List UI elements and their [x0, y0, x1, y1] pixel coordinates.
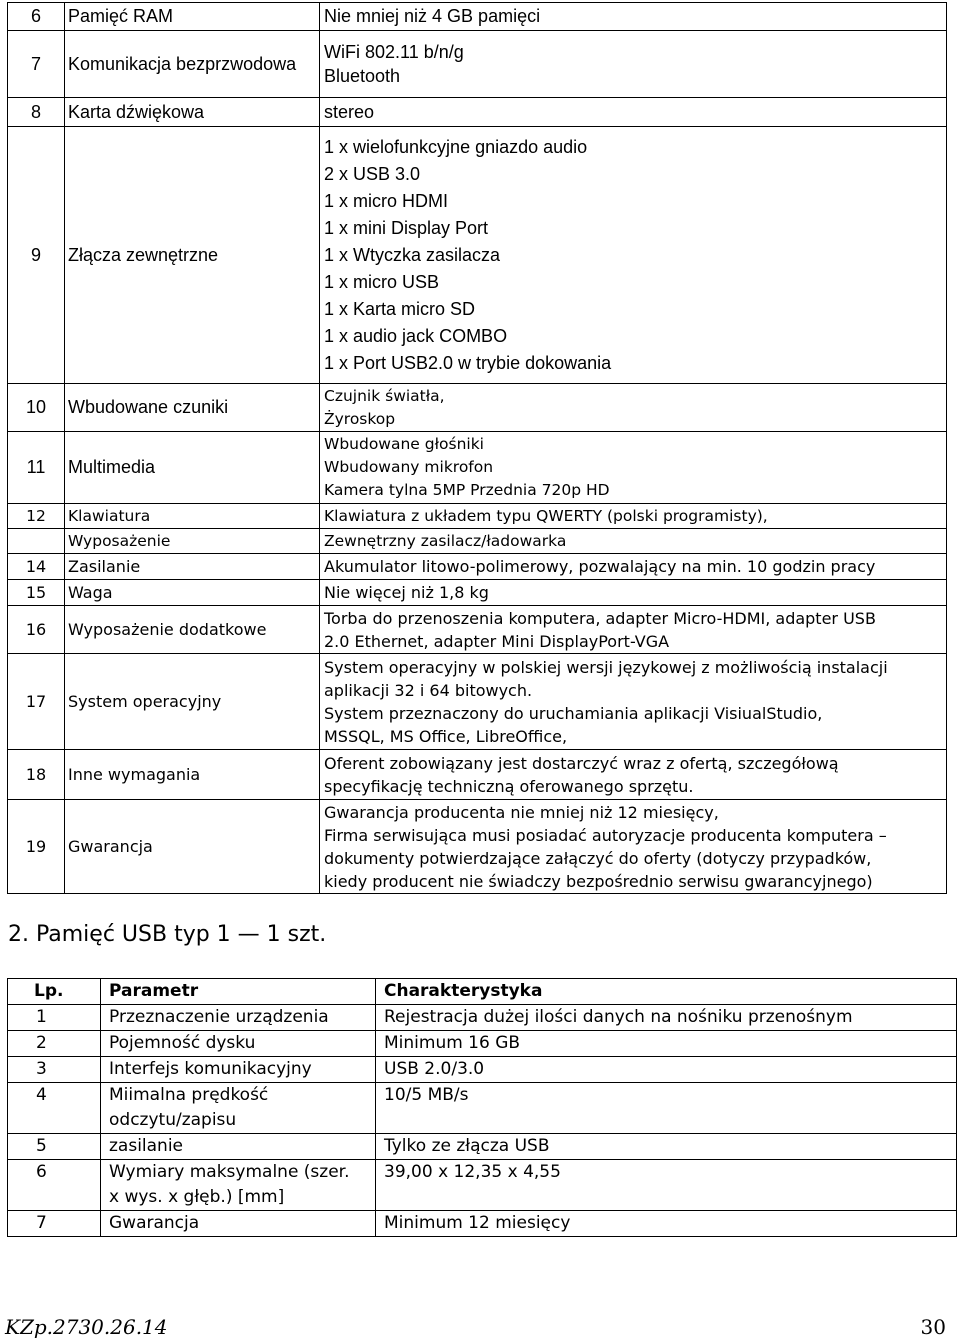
row-number: 4	[8, 1083, 101, 1134]
column-header-parametr: Parametr	[101, 979, 376, 1005]
row-number: 5	[8, 1134, 101, 1160]
table-row	[8, 384, 947, 432]
row-parameter: Klawiatura	[65, 504, 320, 529]
row-number: 14	[8, 554, 65, 580]
section-heading: 2. Pamięć USB typ 1 — 1 szt.	[8, 922, 327, 947]
row-number: 12	[8, 504, 65, 529]
row-number: 15	[8, 580, 65, 606]
row-value: Tylko ze złącza USB	[376, 1134, 957, 1160]
row-value: Nie mniej niż 4 GB pamięci	[320, 3, 947, 31]
row-value: Minimum 16 GB	[376, 1031, 957, 1057]
row-parameter: System operacyjny	[65, 654, 320, 750]
row-value: 1 x wielofunkcyjne gniazdo audio 2 x USB 3.0 1 x micro HDMI 1 x mini Display Port 1 x Wtyczka zasilacza 1 x micro USB 1 x Karta micro SD 1 x audio jack COMBO 1 x Port USB2.0 w trybie dokowania	[320, 127, 947, 384]
row-value: Czujnik światła, Żyroskop	[320, 384, 947, 432]
row-value: Wbudowane głośniki Wbudowany mikrofon Kamera tylna 5MP Przednia 720p HD	[320, 432, 947, 504]
row-parameter: zasilanie	[101, 1134, 376, 1160]
row-value: Gwarancja producenta nie mniej niż 12 miesięcy, Firma serwisująca musi posiadać autoryzacje producenta komputera – dokumenty potwierdzające załączyć do oferty (dotyczy przypadków, kiedy producent nie świadczy bezpośrednio serwisu gwarancyjnego)	[320, 800, 947, 894]
row-number: 8	[8, 98, 65, 127]
table-row	[8, 529, 947, 554]
row-value: Minimum 12 miesięcy	[376, 1211, 957, 1237]
row-parameter: Karta dźwiękowa	[65, 98, 320, 127]
row-value: 10/5 MB/s	[376, 1083, 957, 1134]
row-parameter: Złącza zewnętrzne	[65, 127, 320, 384]
table-row	[8, 127, 947, 384]
spec-table-laptop	[7, 2, 947, 894]
table-row	[8, 554, 947, 580]
row-parameter: Interfejs komunikacyjny	[101, 1057, 376, 1083]
row-parameter: Gwarancja	[101, 1211, 376, 1237]
table-row	[8, 1005, 957, 1031]
table-row	[8, 31, 947, 98]
table-row	[8, 606, 947, 654]
row-parameter: Inne wymagania	[65, 750, 320, 800]
table-row	[8, 1211, 957, 1237]
row-value: stereo	[320, 98, 947, 127]
row-number: 1	[8, 1005, 101, 1031]
row-number: 11	[8, 432, 65, 504]
row-parameter: Pamięć RAM	[65, 3, 320, 31]
row-value: System operacyjny w polskiej wersji językowej z możliwością instalacji aplikacji 32 i 64 bitowych. System przeznaczony do uruchamiania aplikacji VisiualStudio, MSSQL, MS Office, LibreOffice,	[320, 654, 947, 750]
row-parameter: Pojemność dysku	[101, 1031, 376, 1057]
row-value: Klawiatura z układem typu QWERTY (polski programisty),	[320, 504, 947, 529]
row-value: Torba do przenoszenia komputera, adapter Micro-HDMI, adapter USB 2.0 Ethernet, adapter Mini DisplayPort-VGA	[320, 606, 947, 654]
row-parameter: Gwarancja	[65, 800, 320, 894]
row-parameter: Wymiary maksymalne (szer. x wys. x głęb.) [mm]	[101, 1160, 376, 1211]
row-parameter: Wyposażenie	[65, 529, 320, 554]
row-number: 19	[8, 800, 65, 894]
row-number: 17	[8, 654, 65, 750]
table-row	[8, 1057, 957, 1083]
row-number: 7	[8, 1211, 101, 1237]
column-header-charakterystyka: Charakterystyka	[376, 979, 957, 1005]
row-parameter: Multimedia	[65, 432, 320, 504]
table-row	[8, 750, 947, 800]
row-number	[8, 529, 65, 554]
table-row	[8, 1134, 957, 1160]
row-value: WiFi 802.11 b/n/g Bluetooth	[320, 31, 947, 98]
row-number: 16	[8, 606, 65, 654]
table-row	[8, 654, 947, 750]
table-row	[8, 1031, 957, 1057]
row-number: 3	[8, 1057, 101, 1083]
row-value: USB 2.0/3.0	[376, 1057, 957, 1083]
table-row	[8, 1083, 957, 1134]
row-parameter: Przeznaczenie urządzenia	[101, 1005, 376, 1031]
row-parameter: Zasilanie	[65, 554, 320, 580]
table-row	[8, 1160, 957, 1211]
row-number: 10	[8, 384, 65, 432]
row-parameter: Wyposażenie dodatkowe	[65, 606, 320, 654]
row-value: Akumulator litowo-polimerowy, pozwalający na min. 10 godzin pracy	[320, 554, 947, 580]
row-number: 18	[8, 750, 65, 800]
row-value: Rejestracja dużej ilości danych na nośniku przenośnym	[376, 1005, 957, 1031]
table-row	[8, 504, 947, 529]
row-parameter: Miimalna prędkość odczytu/zapisu	[101, 1083, 376, 1134]
table-row	[8, 3, 947, 31]
footer-page-number: 30	[920, 1315, 946, 1339]
table-row	[8, 98, 947, 127]
row-value: Oferent zobowiązany jest dostarczyć wraz z ofertą, szczegółową specyfikację techniczną oferowanego sprzętu.	[320, 750, 947, 800]
row-number: 9	[8, 127, 65, 384]
row-number: 2	[8, 1031, 101, 1057]
table-row	[8, 432, 947, 504]
footer-doc-reference: KZp.2730.26.14	[5, 1315, 168, 1339]
row-value: Zewnętrzny zasilacz/ładowarka	[320, 529, 947, 554]
column-header-lp: Lp.	[8, 979, 101, 1005]
row-parameter: Wbudowane czuniki	[65, 384, 320, 432]
row-value: Nie więcej niż 1,8 kg	[320, 580, 947, 606]
row-number: 7	[8, 31, 65, 98]
table-row	[8, 580, 947, 606]
table-row	[8, 800, 947, 894]
table-header-row	[8, 979, 957, 1005]
spec-table-usb	[7, 978, 957, 1237]
row-number: 6	[8, 3, 65, 31]
row-parameter: Komunikacja bezprzwodowa	[65, 31, 320, 98]
row-value: 39,00 x 12,35 x 4,55	[376, 1160, 957, 1211]
row-number: 6	[8, 1160, 101, 1211]
row-parameter: Waga	[65, 580, 320, 606]
